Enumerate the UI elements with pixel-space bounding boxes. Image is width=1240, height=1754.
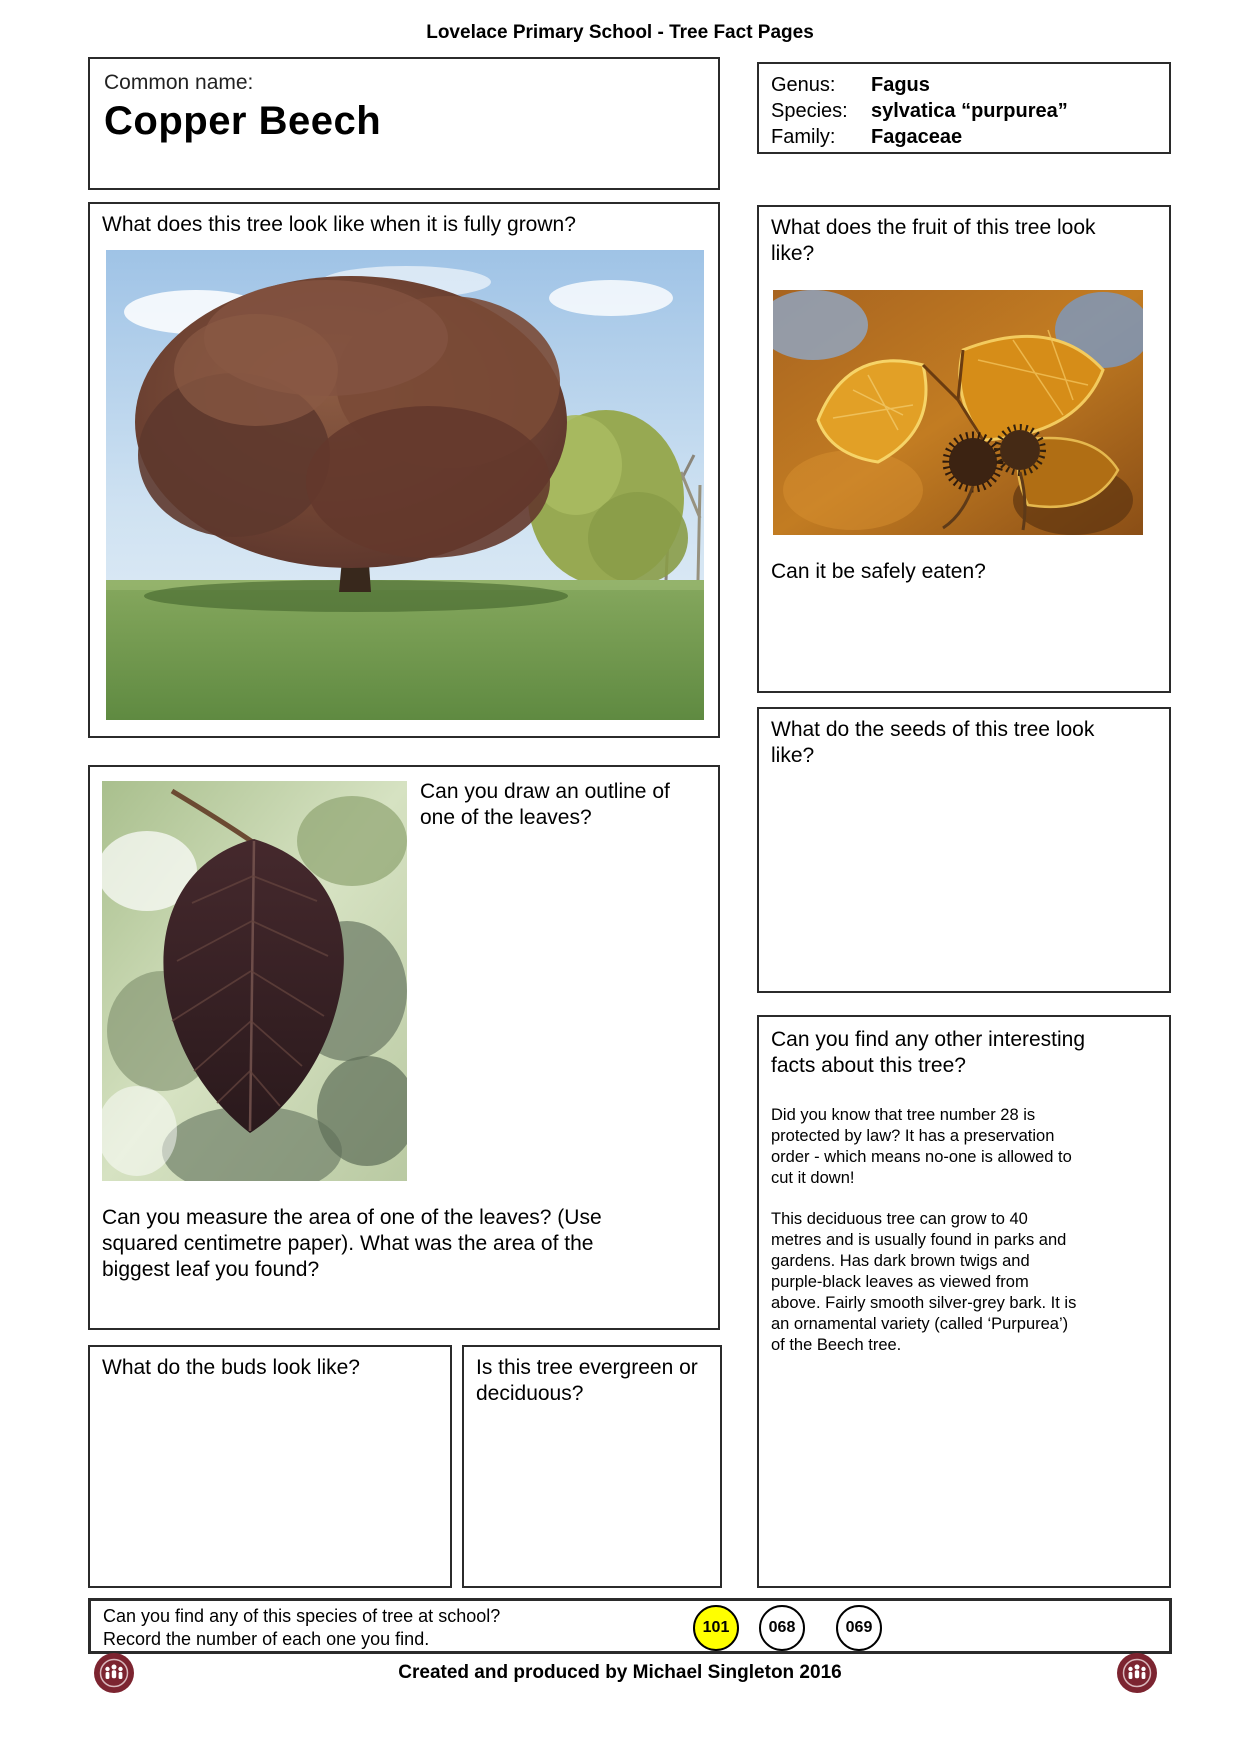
genus-value: Fagus: [871, 74, 930, 96]
page-header: Lovelace Primary School - Tree Fact Pages: [426, 22, 814, 43]
common-name-value: Copper Beech: [104, 99, 382, 143]
school-question-line1: Can you find any of this species of tree at school?: [103, 1606, 501, 1626]
taxonomy-row-family: [771, 124, 1157, 150]
facts-text: [771, 1105, 1081, 1376]
evergreen-question: Is this tree evergreen or deciduous?: [476, 1356, 698, 1405]
draw-question: Can you draw an outline of one of the leaves?: [420, 780, 670, 829]
tree-number-badge-068: 068: [759, 1605, 805, 1651]
fully-grown-question: What does this tree look like when it is fully grown?: [102, 213, 576, 236]
tree-number-badge-069: 069: [836, 1605, 882, 1651]
species-value: sylvatica “purpurea”: [871, 100, 1068, 122]
fruit-question: What does the fruit of this tree look like?: [771, 216, 1096, 265]
copper-beech-leaf-photo: [102, 781, 407, 1181]
eaten-question: Can it be safely eaten?: [771, 560, 986, 583]
school-record-strip: [88, 1598, 1172, 1654]
genus-label: Genus:: [771, 74, 836, 96]
beech-fruit-photo: [773, 290, 1143, 535]
measure-question: Can you measure the area of one of the leaves? (Use squared centimetre paper). What was the area of the biggest leaf you found?: [102, 1206, 602, 1281]
evergreen-box: [462, 1345, 722, 1588]
taxonomy-row-species: [771, 98, 1157, 124]
footer-credit: Created and produced by Michael Singleton 2016: [398, 1662, 842, 1683]
common-name-box: [88, 57, 720, 190]
school-logo-icon: [1116, 1652, 1158, 1694]
facts-box: [757, 1015, 1171, 1588]
seeds-question: What do the seeds of this tree look like?: [771, 718, 1095, 767]
species-label: Species:: [771, 100, 848, 122]
fruit-box: [757, 205, 1171, 693]
buds-box: [88, 1345, 452, 1588]
family-label: Family:: [771, 126, 836, 148]
family-value: Fagaceae: [871, 126, 963, 148]
facts-paragraph-1: Did you know that tree number 28 is protected by law? It has a preservation order - which means no-one is allowed to cut it down!: [771, 1106, 1072, 1187]
facts-question: Can you find any other interesting facts about this tree?: [771, 1028, 1086, 1077]
tree-number-badge-101: 101: [693, 1605, 739, 1651]
facts-paragraph-2: This deciduous tree can grow to 40 metres and is usually found in parks and gardens. Has dark brown twigs and purple-black leaves as viewed from above. Fairly smooth silver-grey bark. It is an ornamental variety (called ‘Purpurea’) of the Beech tree.: [771, 1210, 1077, 1354]
taxonomy-row-genus: [771, 72, 1157, 98]
school-question-line2: Record the number of each one you find.: [103, 1629, 430, 1649]
common-name-label: Common name:: [104, 71, 254, 94]
taxonomy-box: [757, 62, 1171, 154]
seeds-box: [757, 707, 1171, 993]
fully-grown-box: [88, 202, 720, 738]
leaves-box: [88, 765, 720, 1330]
copper-beech-tree-photo: [106, 250, 704, 720]
buds-question: What do the buds look like?: [102, 1356, 360, 1379]
